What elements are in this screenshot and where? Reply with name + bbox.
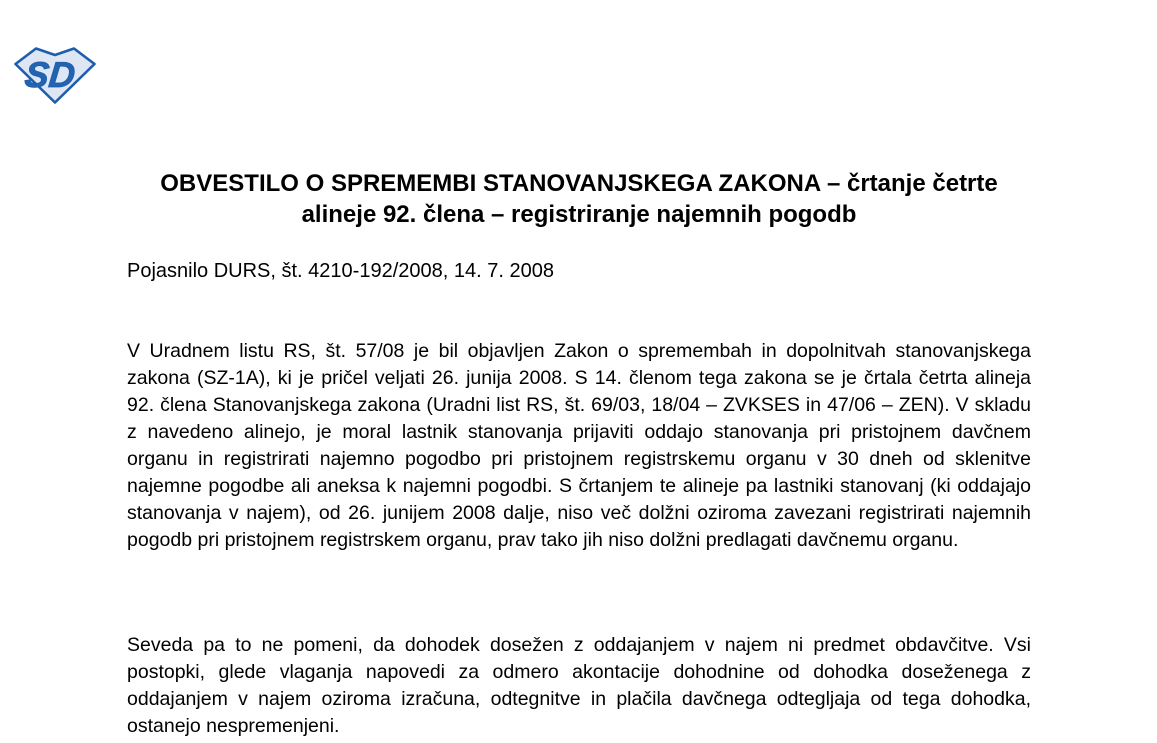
document-reference: Pojasnilo DURS, št. 4210-192/2008, 14. 7. 2008	[127, 260, 554, 282]
logo-monogram-text: SD	[22, 54, 78, 95]
paragraph-1: V Uradnem listu RS, št. 57/08 je bil objavljen Zakon o spremembah in dopolnitvah stanovanjskega zakona (SZ-1A), ki je pričel veljati 26. junija 2008. S 14. členom tega zakona se je črtala četrta alineja 92. člena Stanovanjskega zakona (Uradni list RS, št. 69/03, 18/04 – ZVKSES in 47/06 – ZEN). V skladu z navedeno alinejo, je moral lastnik stanovanja prijaviti oddajo stanovanja pri pristojnem davčnem organu in registrirati najemno pogodbo pri pristojnem registrskemu organu v 30 dneh od sklenitve najemne pogodbe ali aneksa k najemni pogodbi. S črtanjem te alineje pa lastniki stanovanj (ki oddajajo stanovanja v najem), od 26. junijem 2008 dalje, niso več dolžni oziroma zavezani registrirati najemnih pogodb pri pristojnem registrskem organu, prav tako jih niso dolžni predlagati davčnemu organu.	[127, 340, 1031, 551]
document-title: OBVESTILO O SPREMEMBI STANOVANJSKEGA ZAKONA – črtanje četrte alineje 92. člena – registriranje najemnih pogodb	[160, 170, 998, 228]
sd-diamond-logo-icon	[14, 47, 96, 104]
paragraph-2: Seveda pa to ne pomeni, da dohodek dosežen z oddajanjem v najem ni predmet obdavčitve. Vsi postopki, glede vlaganja napovedi za odmero akontacije dohodnine od dohodka doseženega z oddajanjem v najem oziroma izračuna, odtegnitve in plačila davčnega odtegljaja od tega dohodka, ostanejo nespremenjeni.	[127, 634, 1031, 737]
